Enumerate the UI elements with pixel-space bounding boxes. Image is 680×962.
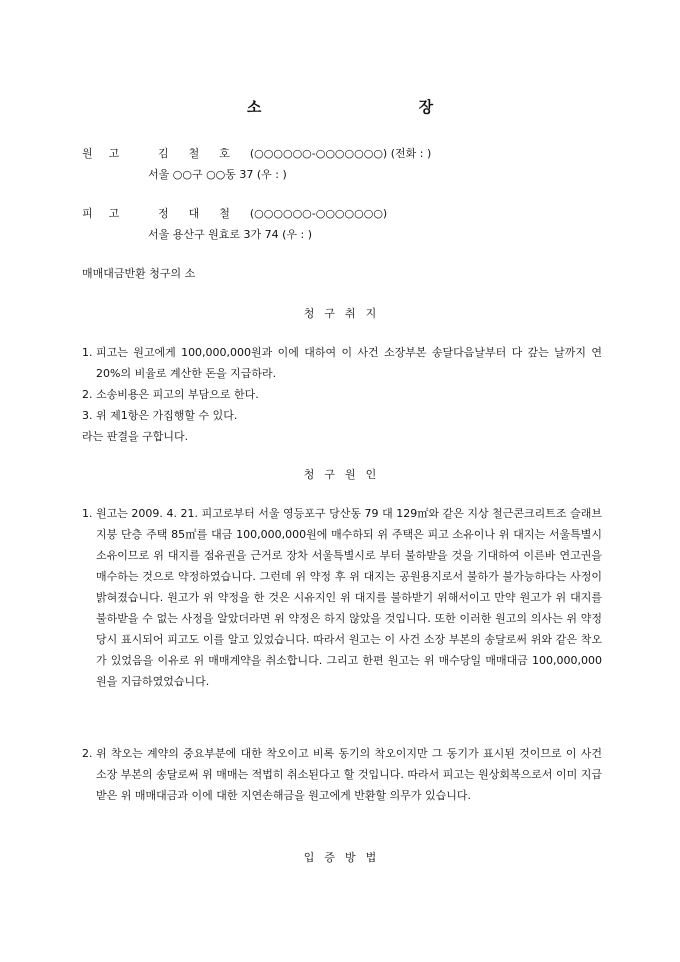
claim-purpose-item — [82, 405, 602, 426]
plaintiff-line — [82, 145, 431, 161]
item-text: 원고는 2009. 4. 21. 피고로부터 서울 영등포구 당산동 79 대 129㎡와 같은 지상 철근콘크리트조 슬래브지붕 단층 주택 85㎡를 대금 100,000,000원에 매수하되 위 주택은 피고 소유이나 위 대지는 서울특별시 소유이므로 위 대지를 점유권을 근거로 장차 서울특별시로 부터 불하받을 것을 기대하여 이른바 연고권을 매수하는 것으로 약정하였습니다. 그런데 위 약정 후 위 대지는 공원용지로서 불하가 불가능하다는 사정이 밝혀졌습니다. 원고가 위 약정을 한 것은 시유지인 위 대지를 불하받기 위해서이고 만약 원고가 위 대지를 불하받을 수 없는 사정을 알았더라면 위 약정은 하지 않았을 것입니다. 또한 이러한 원고의 의사는 위 약정 당시 표시되어 피고도 이를 알고 있었습니다. 따라서 원고는 이 사건 소장 부본의 송달로써 위와 같은 착오가 있었음을 이유로 위 매매계약을 취소합니다. 그리고 한편 원고는 위 매수당일 매매대금 100,000,000원을 지급하였었습니다. — [96, 507, 602, 688]
plaintiff-phone: (전화 : ) — [390, 147, 432, 160]
defendant-role: 피고 — [82, 207, 136, 220]
item-text: 위 제1항은 가집행할 수 있다. — [96, 409, 238, 422]
claim-purpose-item — [82, 384, 602, 405]
item-number: 1. — [82, 507, 93, 520]
claim-purpose-heading: 청구취지 — [303, 307, 387, 320]
defendant-name: 정대철 — [158, 207, 250, 220]
plaintiff-role: 원고 — [82, 147, 136, 160]
document-title: 소 장 — [246, 98, 510, 116]
item-text: 피고는 원고에게 100,000,000원과 이에 대하여 이 사건 소장부본 송달다음날부터 다 갚는 날까지 연 20%의 비율로 계산한 돈을 지급하라. — [96, 346, 602, 380]
defendant-id: (○○○○○○-○○○○○○○) — [249, 207, 388, 220]
item-text: 소송비용은 피고의 부담으로 한다. — [96, 388, 259, 401]
evidence-heading: 입증방법 — [303, 851, 387, 864]
defendant-address: 서울 용산구 원효로 3가 74 (우 : ) — [148, 228, 313, 241]
plaintiff-address: 서울 ○○구 ○○동 37 (우 : ) — [148, 168, 287, 181]
item-number: 2. — [82, 747, 93, 760]
claim-purpose-item — [82, 342, 602, 384]
item-number: 3. — [82, 409, 93, 422]
claim-cause-item — [82, 503, 602, 692]
item-text: 위 착오는 계약의 중요부분에 대한 착오이고 비록 동기의 착오이지만 그 동기가 표시된 것이므로 이 사건 소장 부본의 송달로써 위 매매는 적법히 취소된다고 할 것입니다. 따라서 피고는 원상회복으로서 이미 지급받은 위 매매대금과 이에 대한 지연손해금을 원고에게 반환할 의무가 있습니다. — [96, 747, 602, 802]
plaintiff-id: (○○○○○○-○○○○○○○) — [249, 147, 388, 160]
claim-cause-item — [82, 743, 602, 806]
case-name: 매매대금반환 청구의 소 — [82, 267, 196, 280]
item-number: 2. — [82, 388, 93, 401]
claim-cause-heading: 청구원인 — [303, 468, 387, 481]
claim-purpose-closing: 라는 판결을 구합니다. — [82, 430, 189, 443]
plaintiff-name: 김철호 — [158, 147, 250, 160]
defendant-line — [82, 205, 387, 221]
item-number: 1. — [82, 346, 93, 359]
